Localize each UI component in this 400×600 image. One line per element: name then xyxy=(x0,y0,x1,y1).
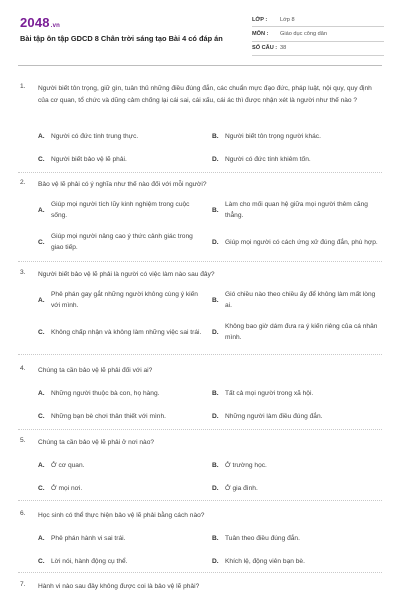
option-text: Phê phán gay gắt những người không cùng ý kiến với mình. xyxy=(51,291,198,309)
option-letter: D. xyxy=(212,558,219,565)
option-row xyxy=(0,154,400,165)
option-text: Người biết bảo vệ lẽ phải. xyxy=(51,156,127,163)
option-d[interactable] xyxy=(212,483,386,494)
option-letter: D. xyxy=(212,413,219,420)
option-letter: A. xyxy=(38,133,45,140)
question-divider xyxy=(18,572,382,573)
option-c[interactable] xyxy=(38,556,212,567)
option-text: Tuân theo điều đúng đắn. xyxy=(225,535,300,542)
option-c[interactable] xyxy=(38,321,212,343)
meta-row-count xyxy=(252,42,384,56)
option-text: Ở trường học. xyxy=(225,462,267,469)
meta-row-subject xyxy=(252,27,384,41)
meta-label: LỚP : xyxy=(252,16,268,23)
option-a[interactable] xyxy=(38,131,212,142)
question-number: 7. xyxy=(20,581,26,588)
option-letter: D. xyxy=(212,328,219,336)
meta-row-class xyxy=(252,13,384,27)
option-text: Tất cả mọi người trong xã hội. xyxy=(225,390,314,397)
meta-value: Giáo dục công dân xyxy=(280,30,327,37)
option-letter: C. xyxy=(38,413,45,420)
question-number: 4. xyxy=(20,365,26,372)
option-row xyxy=(0,289,400,311)
question-divider xyxy=(18,429,382,430)
option-c[interactable] xyxy=(38,483,212,494)
option-text: Người biết tôn trọng người khác. xyxy=(225,133,321,140)
option-letter: B. xyxy=(212,462,219,469)
meta-table xyxy=(252,13,384,56)
option-text: Những người làm điều đúng đắn. xyxy=(225,413,323,420)
question-text: Hành vi nào sau đây không được coi là bảo vệ lẽ phải? xyxy=(38,583,200,590)
option-d[interactable] xyxy=(212,411,386,422)
question-number: 5. xyxy=(20,437,26,444)
question-text: Chúng ta cần bảo vệ lẽ phải đối với ai? xyxy=(38,367,153,374)
option-text: Lời nói, hành động cụ thể. xyxy=(51,558,128,565)
question-number: 1. xyxy=(20,83,26,90)
option-a[interactable] xyxy=(38,289,212,311)
option-letter: A. xyxy=(38,206,45,214)
option-b[interactable] xyxy=(212,460,386,471)
meta-value: Lớp 8 xyxy=(280,16,295,23)
option-letter: D. xyxy=(212,156,219,163)
question-text: Chúng ta cần bảo vệ lẽ phải ở nơi nào? xyxy=(38,439,155,446)
option-row xyxy=(0,533,400,544)
option-text: Người có đức tính trung thực. xyxy=(51,133,139,140)
option-a[interactable] xyxy=(38,199,212,221)
option-a[interactable] xyxy=(38,533,212,544)
option-c[interactable] xyxy=(38,231,212,253)
option-d[interactable] xyxy=(212,231,386,253)
option-b[interactable] xyxy=(212,533,386,544)
option-letter: C. xyxy=(38,485,45,492)
option-row xyxy=(0,131,400,142)
option-letter: A. xyxy=(38,296,45,304)
meta-label: SỐ CÂU : xyxy=(252,45,278,52)
question-text: Người biết tôn trọng, giữ gìn, tuân thủ những điều đúng đắn, các chuẩn mực đạo đức, pháp luật, nội quy, quy định của cơ quan, tổ chức và dũng cảm chống lại cái sai, cái xấu, cái ác thì được nhận xét là người như thế nào ? xyxy=(38,85,372,104)
option-letter: D. xyxy=(212,238,219,246)
option-text: Ở gia đình. xyxy=(225,485,258,492)
option-letter: B. xyxy=(212,296,219,304)
option-text: Những người thuộc bà con, họ hàng. xyxy=(51,390,160,397)
question-divider xyxy=(18,261,382,262)
option-letter: C. xyxy=(38,558,45,565)
document-header xyxy=(0,0,400,64)
option-text: Người có đức tính khiêm tốn. xyxy=(225,156,311,163)
option-text: Giúp mọi người tích lũy kinh nghiệm trong cuộc sống. xyxy=(51,201,190,219)
option-letter: C. xyxy=(38,238,45,246)
option-text: Không bao giờ dám đưa ra ý kiến riêng của cá nhân mình. xyxy=(225,323,378,341)
option-text: Giúp mọi người có cách ứng xử đúng đắn, phù hợp. xyxy=(225,238,378,246)
question-text: Bảo vệ lẽ phải có ý nghĩa như thế nào đối với mỗi người? xyxy=(38,181,207,188)
option-row xyxy=(0,388,400,399)
option-text: Ở cơ quan. xyxy=(51,462,85,469)
option-text: Làm cho mối quan hệ giữa mọi người thêm căng thẳng. xyxy=(225,201,368,219)
question-divider xyxy=(18,500,382,501)
option-letter: D. xyxy=(212,485,219,492)
logo-suffix: .vn xyxy=(50,23,61,29)
option-text: Phê phán hành vi sai trái. xyxy=(51,535,126,542)
option-letter: B. xyxy=(212,133,219,140)
option-letter: C. xyxy=(38,156,45,163)
option-b[interactable] xyxy=(212,199,386,221)
option-row xyxy=(0,556,400,567)
option-letter: A. xyxy=(38,390,45,397)
option-row xyxy=(0,231,400,253)
meta-label: MÔN : xyxy=(252,30,269,37)
option-row xyxy=(0,199,400,221)
question-number: 2. xyxy=(20,179,26,186)
logo-main: 2048 xyxy=(20,15,50,30)
option-letter: B. xyxy=(212,535,219,542)
option-a[interactable] xyxy=(38,388,212,399)
header-divider xyxy=(18,65,382,66)
option-letter: A. xyxy=(38,462,45,469)
question-divider xyxy=(18,354,382,355)
option-b[interactable] xyxy=(212,131,386,142)
option-a[interactable] xyxy=(38,460,212,471)
option-text: Không chấp nhận và không làm những việc sai trái. xyxy=(51,328,202,336)
question-text: Người biết bảo vệ lẽ phải là người có việc làm nào sau đây? xyxy=(38,271,215,278)
option-row xyxy=(0,321,400,343)
meta-value: 38 xyxy=(280,45,287,52)
option-letter: B. xyxy=(212,206,219,214)
option-b[interactable] xyxy=(212,388,386,399)
option-letter: A. xyxy=(38,535,45,542)
option-letter: B. xyxy=(212,390,219,397)
option-d[interactable] xyxy=(212,154,386,165)
option-text: Những bạn bè chơi thân thiết với mình. xyxy=(51,413,166,420)
option-row xyxy=(0,411,400,422)
option-c[interactable] xyxy=(38,154,212,165)
option-letter: C. xyxy=(38,328,45,336)
option-d[interactable] xyxy=(212,556,386,567)
site-logo[interactable] xyxy=(20,15,60,30)
option-row xyxy=(0,483,400,494)
question-number: 6. xyxy=(20,510,26,517)
question-divider xyxy=(18,172,382,173)
option-b[interactable] xyxy=(212,289,386,311)
option-row xyxy=(0,460,400,471)
question-text: Học sinh có thể thực hiện bảo vệ lẽ phải bằng cách nào? xyxy=(38,512,205,519)
option-c[interactable] xyxy=(38,411,212,422)
option-text: Ở mọi nơi. xyxy=(51,485,83,492)
option-text: Gió chiều nào theo chiều ấy để không làm mất lòng ai. xyxy=(225,291,376,309)
document-title: Bài tập ôn tập GDCD 8 Chân trời sáng tạo Bài 4 có đáp án xyxy=(20,34,223,43)
question-number: 3. xyxy=(20,269,26,276)
option-text: Khích lệ, động viên bạn bè. xyxy=(225,558,305,565)
option-d[interactable] xyxy=(212,321,386,343)
option-text: Giúp mọi người nâng cao ý thức cảnh giác trong giao tiếp. xyxy=(51,233,193,251)
